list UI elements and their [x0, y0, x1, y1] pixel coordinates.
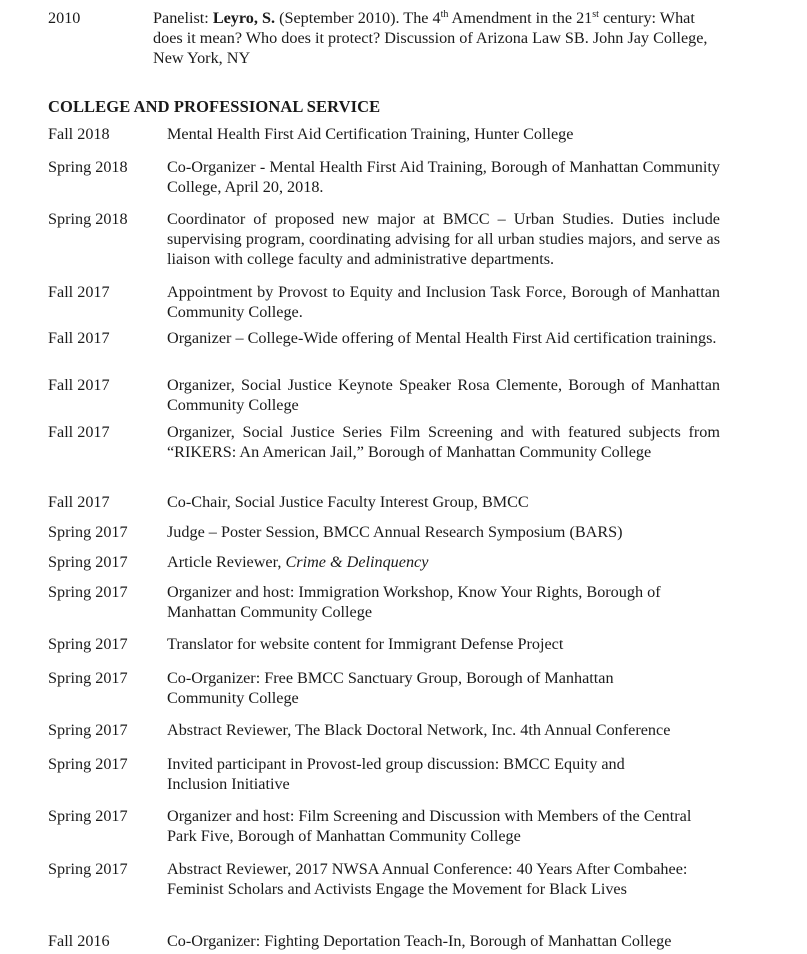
entry-text: Organizer and host: Film Screening and Discussion with Members of the Central Park Five, Borough of Manhattan Community College	[167, 807, 692, 845]
entry-date: Spring 2017	[48, 583, 128, 601]
entry-date: Spring 2018	[48, 158, 128, 176]
entry-text: Coordinator of proposed new major at BMCC – Urban Studies. Duties include supervising program, coordinating advising for all urban studies majors, and serve as liaison with college faculty and administrative departments.	[167, 210, 720, 268]
entry-date: Fall 2016	[48, 932, 110, 950]
entry-date: Fall 2017	[48, 423, 110, 441]
entry-date: Fall 2018	[48, 125, 110, 143]
entry-text: Co-Chair, Social Justice Faculty Interest Group, BMCC	[167, 493, 529, 511]
section-heading: COLLEGE AND PROFESSIONAL SERVICE	[48, 97, 381, 116]
entry-date: Spring 2017	[48, 635, 128, 653]
entry-date: Spring 2017	[48, 755, 128, 773]
entry-date: Spring 2017	[48, 669, 128, 687]
entry-year: 2010	[48, 9, 81, 27]
entry-text: Organizer, Social Justice Keynote Speaker Rosa Clemente, Borough of Manhattan Community College	[167, 376, 720, 414]
entry-text: Co-Organizer: Fighting Deportation Teach-In, Borough of Manhattan College	[167, 932, 672, 950]
entry-text: Abstract Reviewer, The Black Doctoral Network, Inc. 4th Annual Conference	[167, 721, 671, 739]
entry-role: Panelist:	[153, 9, 213, 27]
entry-date: Spring 2017	[48, 553, 128, 571]
entry-text: Co-Organizer - Mental Health First Aid Training, Borough of Manhattan Community College, April 20, 2018.	[167, 158, 720, 196]
entry-date: Fall 2017	[48, 329, 110, 347]
entry-text: Organizer, Social Justice Series Film Screening and with featured subjects from “RIKERS: An American Jail,” Borough of Manhattan Community College	[167, 423, 720, 461]
entry-date: Spring 2017	[48, 860, 128, 878]
entry-text: Appointment by Provost to Equity and Inclusion Task Force, Borough of Manhattan Community College.	[167, 283, 720, 321]
superscript-th: th	[440, 9, 449, 20]
entry-date: Spring 2017	[48, 807, 128, 825]
entry-date: Spring 2018	[48, 210, 128, 228]
entry-date: Spring 2017	[48, 523, 128, 541]
entry-date: Fall 2017	[48, 283, 110, 301]
entry-text: Invited participant in Provost-led group discussion: BMCC Equity and Inclusion Initiative	[167, 755, 625, 793]
entry-text-prefix: Article Reviewer,	[167, 553, 286, 571]
entry-description	[153, 8, 723, 68]
entry-text: Abstract Reviewer, 2017 NWSA Annual Conference: 40 Years After Combahee: Feminist Scholars and Activists Engage the Movement for Black Lives	[167, 860, 688, 898]
entry-text: Judge – Poster Session, BMCC Annual Research Symposium (BARS)	[167, 523, 623, 541]
entry-text: Mental Health First Aid Certification Training, Hunter College	[167, 125, 574, 143]
entry-text: Co-Organizer: Free BMCC Sanctuary Group, Borough of Manhattan Community College	[167, 669, 614, 707]
entry-text: Organizer – College-Wide offering of Mental Health First Aid certification trainings.	[167, 329, 717, 347]
entry-date: Spring 2017	[48, 721, 128, 739]
entry-text	[167, 552, 720, 572]
entry-author: Leyro, S.	[212, 9, 276, 27]
entry-date-part: (September 2010). The 4	[275, 9, 441, 27]
journal-title: Crime & Delinquency	[285, 553, 429, 571]
entry-date: Fall 2017	[48, 376, 110, 394]
entry-rest-part: century: What does it mean? Who does it protect? Discussion of Arizona Law SB. John Jay College, New York, NY	[153, 9, 708, 67]
entry-mid-part: Amendment in the 21	[448, 9, 593, 27]
entry-text: Organizer and host: Immigration Workshop, Know Your Rights, Borough of Manhattan Community College	[167, 583, 661, 621]
entry-text: Translator for website content for Immigrant Defense Project	[167, 635, 564, 653]
superscript-st: st	[592, 9, 599, 20]
entry-date: Fall 2017	[48, 493, 110, 511]
